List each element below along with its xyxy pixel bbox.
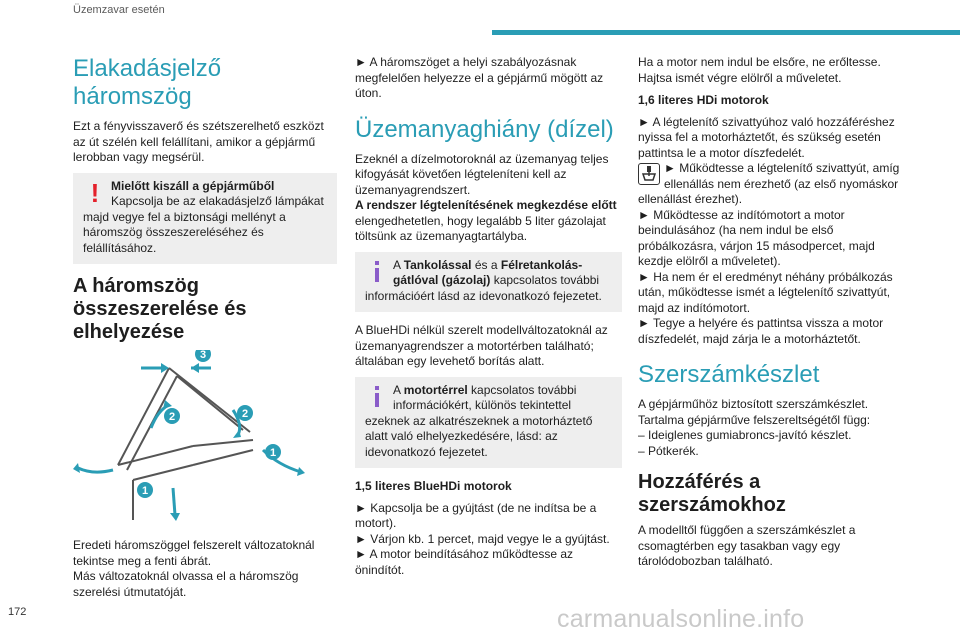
- info-link-tankolas: Tankolással: [403, 257, 472, 272]
- hdi-step-4: ► Ha nem ér el eredményt néhány próbálkozás után, működtesse ismét a légtelenítő szivattyút, majd az indítómotort.: [638, 269, 893, 315]
- info-icon: [365, 258, 389, 288]
- hdi-step-2: ► Működtesse a légtelenítő szivattyút, amíg ellenállás nem érezhető (az első nyomáskor ellenállást érezhet).: [638, 161, 900, 206]
- info-icon: [365, 383, 389, 413]
- column-1: [73, 55, 337, 607]
- warning-box: [73, 173, 337, 265]
- hdi-step-2-block: [638, 161, 903, 208]
- watermark: carmanualsonline.info: [557, 605, 805, 633]
- fig-label-1b: 1: [141, 485, 149, 497]
- tool-access-text: A modelltől függően a szerszámkészlet a csomagtérben egy tasakban vagy egy tárolódobozban található.: [638, 523, 856, 568]
- triangle-placement: ► A háromszöget a helyi szabályozásnak megfelelően helyezze el a gépjármű mögött az úton.: [355, 55, 604, 100]
- warning-text: Kapcsolja be az elakadásjelző lámpákat majd vegye fel a biztonsági mellényt a háromszög összeszereléséhez és felállításához.: [83, 194, 324, 255]
- fuel-p2-text: elengedhetetlen, hogy legalább 5 liter gázolajat töltsünk az üzemanyagtartályba.: [355, 213, 606, 243]
- section-title-triangle: Elakadásjelző háromszög: [73, 55, 222, 110]
- info-link-motorter: motortérrel: [403, 382, 468, 397]
- section-title-toolkit: Szerszámkészlet: [638, 361, 820, 388]
- fig-label-1a: 1: [269, 447, 277, 459]
- subheading-hdi: 1,6 literes HDi motorok: [638, 93, 769, 107]
- fig-label-2b: 2: [241, 408, 249, 420]
- figure-note-1: Eredeti háromszöggel felszerelt változatoknál tekintse meg a fenti ábrát.: [73, 538, 315, 568]
- triangle-intro: Ezt a fényvisszaverő és szétszerelhető eszközt az út szélén kell felállítani, amikor a gépjármű lerobban vagy megsérül.: [73, 119, 324, 164]
- toolkit-line-2: Tartalma gépjárműve felszereltségétől függ:: [638, 412, 871, 427]
- fuel-p3: A BlueHDi nélkül szerelt modellváltozatoknál az üzemanyagrendszer a motortérben található; általában egy levehető borítás alatt.: [355, 323, 608, 368]
- fig-label-3: 3: [199, 350, 207, 361]
- info-box-refuel: A Tankolással és a Félretankolás-gátlóval (gázolaj) kapcsolatos további információért lásd az idevonatkozó fejezetet.: [355, 252, 622, 313]
- fuel-p1: Ezeknél a dízelmotoroknál az üzemanyag teljes kifogyását követően légteleníteni kell az üzemanyagrendszert.: [355, 151, 609, 197]
- running-header: Üzemzavar esetén: [73, 4, 165, 16]
- page-number: 172: [8, 606, 27, 618]
- warning-bold: Mielőtt kiszáll a gépjárműből: [111, 178, 275, 193]
- bluehdi-step-3: ► A motor beindításához működtesse az önindítót.: [355, 547, 573, 577]
- info-box-engine: A motortérrel kapcsolatos további információkért, különös tekintettel ezeknek az alkatrészeknek a motorháztető alatt való elhelyezkedésére, lásd: az idevonatkozó fejezetet.: [355, 377, 622, 469]
- fuel-p2-bold: A rendszer légtelenítésének megkezdése előtt: [355, 198, 617, 212]
- hdi-step-3: ► Működtesse az indítómotort a motor beindulásához (ha nem indul be első próbálkozásra, várjon 15 másodpercet, majd kezdje elölről a műveletet).: [638, 207, 875, 268]
- subheading-bluehdi: 1,5 literes BlueHDi motorok: [355, 479, 512, 493]
- column-3: [638, 55, 903, 577]
- fig-label-2a: 2: [168, 411, 176, 423]
- toolkit-line-1: A gépjárműhöz biztosított szerszámkészlet.: [638, 397, 869, 411]
- toolkit-item-1: – Ideiglenes gumiabroncs-javító készlet.: [638, 428, 852, 442]
- pump-icon: [638, 163, 660, 185]
- info-link-misfuel: Félretankolás-gátlóval (gázolaj): [393, 257, 583, 287]
- toolkit-item-2: – Pótkerék.: [638, 443, 699, 458]
- triangle-assembly-figure: [73, 350, 337, 530]
- fuel-p2: [355, 198, 622, 245]
- subtitle-assembly: A háromszög összeszerelése és elhelyezése: [73, 275, 247, 343]
- bluehdi-step-1: ► Kapcsolja be a gyújtást (de ne indítsa be a motort).: [355, 500, 597, 530]
- header-accent-bar: [492, 30, 960, 35]
- subtitle-tool-access: Hozzáférés a szerszámokhoz: [638, 471, 786, 516]
- bluehdi-step-2: ► Várjon kb. 1 percet, majd vegye le a gyújtást.: [355, 531, 610, 546]
- warning-icon: !: [90, 177, 100, 208]
- column-2: [355, 55, 622, 578]
- retry-note: Ha a motor nem indul be elsőre, ne erőltesse. Hajtsa ismét végre elölről a műveletet.: [638, 55, 881, 85]
- hdi-step-5: ► Tegye a helyére és pattintsa vissza a motor díszfedelét, majd zárja le a motorháztetőt.: [638, 316, 884, 346]
- hdi-step-1: ► A légtelenítő szivattyúhoz való hozzáféréshez nyissa fel a motorháztetőt, és szükség esetén pattintsa le a motor díszfedelét.: [638, 114, 895, 160]
- section-title-fuel: Üzemanyaghiány (dízel): [355, 115, 614, 143]
- figure-note-2: Más változatoknál olvassa el a háromszög szerelési útmutatóját.: [73, 569, 299, 599]
